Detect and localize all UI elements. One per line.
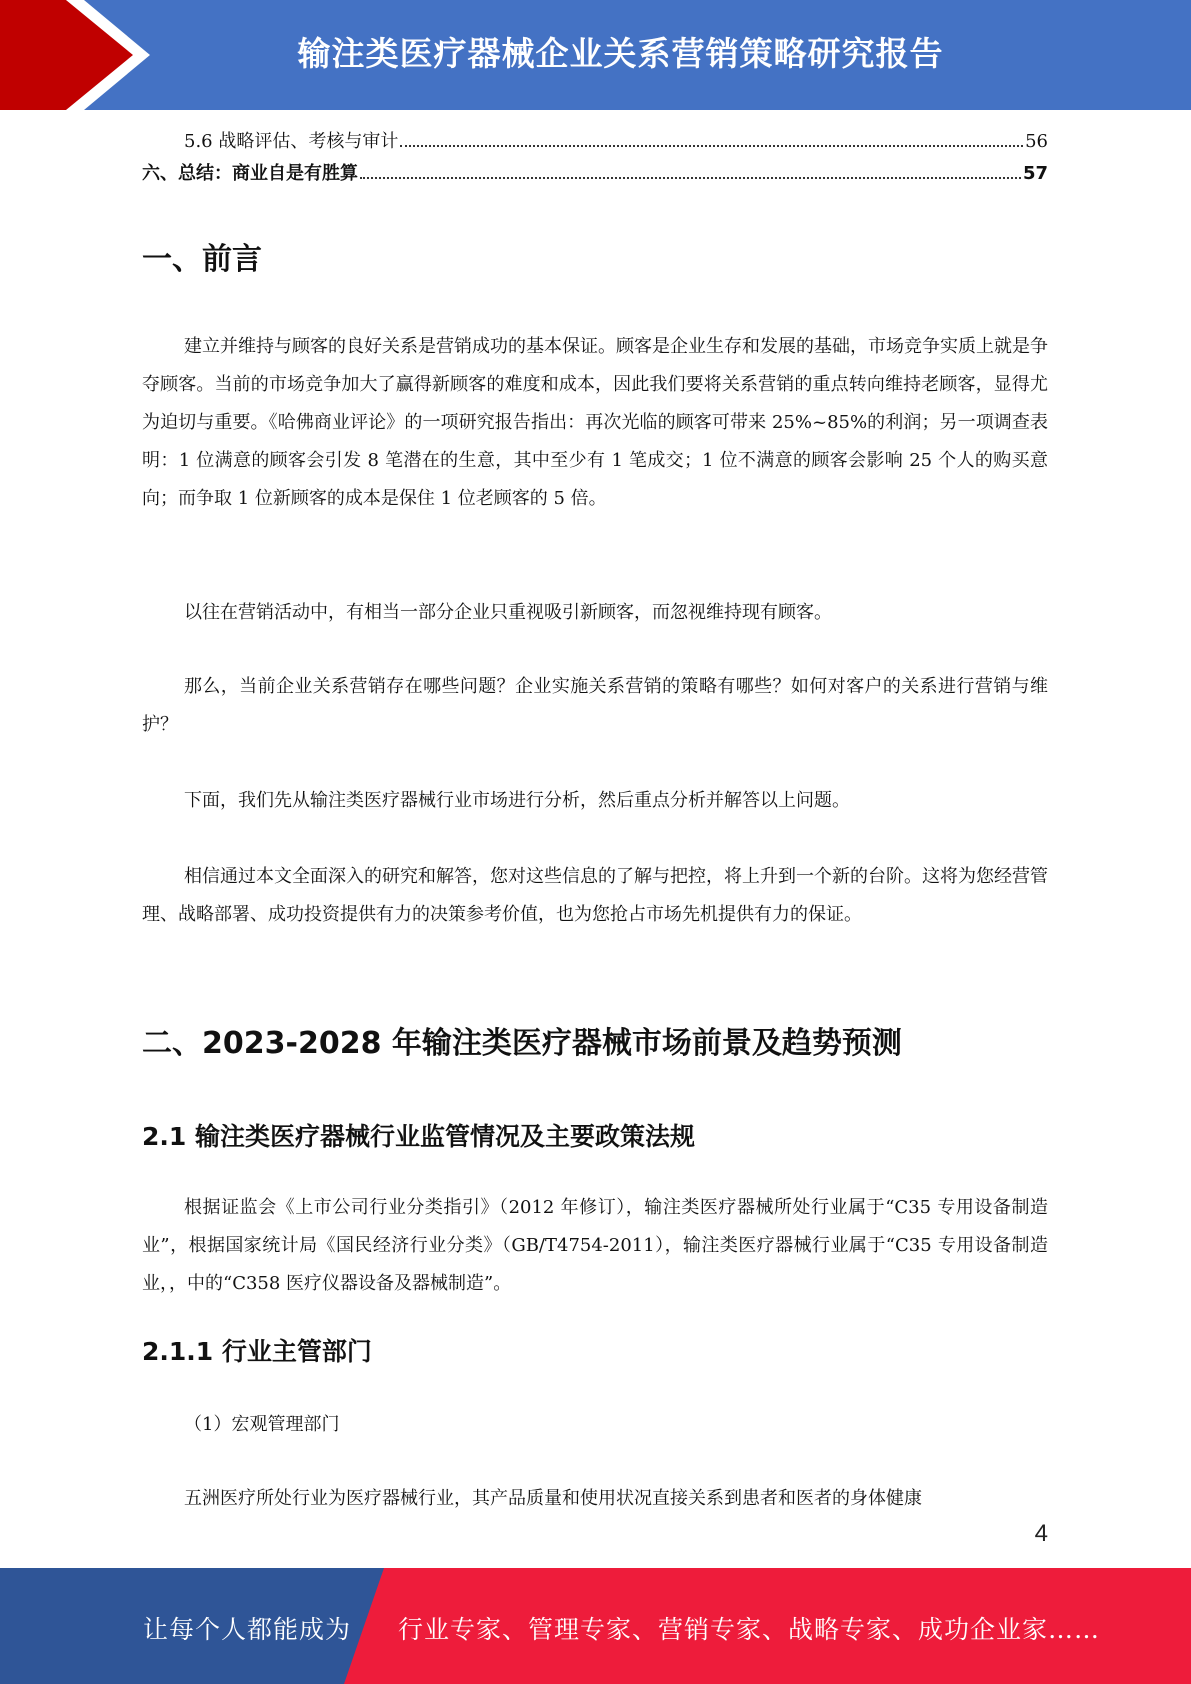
footer-banner (0, 1568, 1191, 1684)
page-number: 4 (1034, 1520, 1048, 1547)
toc-leader (400, 145, 1023, 147)
paragraph: 以往在营销活动中，有相当一部分企业只重视吸引新顾客，而忽视维持现有顾客。 (184, 602, 832, 623)
toc-entry-page: 57 (1022, 163, 1048, 184)
header-banner (0, 0, 1191, 110)
paragraph: 根据证监会《上市公司行业分类指引》（2012 年修订），输注类医疗器械所处行业属于“C35 专用设备制造业”，根据国家统计局《国民经济行业分类》（GB/T4754-2011），输注类医疗器械行业属于“C35 专用设备制造业，，中的“C358 医疗仪器设备及器械制造”。 (142, 1197, 1048, 1294)
paragraph: 相信通过本文全面深入的研究和解答，您对这些信息的了解与把控，将上升到一个新的台阶。这将为您经营管理、战略部署、成功投资提供有力的决策参考价值，也为您抢占市场先机提供有力的保证。 (142, 866, 1048, 925)
paragraph: 建立并维持与顾客的良好关系是营销成功的基本保证。顾客是企业生存和发展的基础，市场竞争实质上就是争夺顾客。当前的市场竞争加大了赢得新顾客的难度和成本，因此我们要将关系营销的重点转向维持老顾客，显得尤为迫切与重要。《哈佛商业评论》的一项研究报告指出：再次光临的顾客可带来 25%~85%的利润；另一项调查表明：1 位满意的顾客会引发 8 笔潜在的生意，其中至少有 1 笔成交；1 位不满意的顾客会影响 25 个人的购买意向；而争取 1 位新顾客的成本是保住 1 位老顾客的 5 倍。 (142, 336, 1048, 509)
toc-entry-label: 5.6 战略评估、考核与审计 (184, 131, 399, 152)
toc-leader (360, 177, 1021, 179)
paragraph: 下面，我们先从输注类医疗器械行业市场进行分析，然后重点分析并解答以上问题。 (184, 790, 850, 811)
toc-entry[interactable] (142, 127, 1048, 159)
list-item: （1）宏观管理部门 (184, 1414, 340, 1435)
footer-slogan-right: 行业专家、管理专家、营销专家、战略专家、成功企业家…… (398, 1615, 1101, 1644)
subsection-heading: 2.1.1 行业主管部门 (142, 1337, 372, 1366)
section-heading: 一、前言 (142, 242, 262, 277)
toc-entry-page: 56 (1025, 131, 1048, 152)
paragraph: 五洲医疗所处行业为医疗器械行业，其产品质量和使用状况直接关系到患者和医者的身体健康 (184, 1488, 922, 1509)
subsection-heading: 2.1 输注类医疗器械行业监管情况及主要政策法规 (142, 1122, 695, 1151)
paragraph: 那么，当前企业关系营销存在哪些问题？企业实施关系营销的策略有哪些？如何对客户的关系进行营销与维护？ (142, 676, 1048, 735)
report-title: 输注类医疗器械企业关系营销策略研究报告 (297, 34, 944, 73)
toc-entry[interactable] (142, 159, 1048, 191)
toc-entry-label: 六、总结：商业自是有胜算 (142, 163, 358, 184)
footer-slogan-left: 让每个人都能成为 (143, 1615, 352, 1644)
section-heading: 二、2023-2028 年输注类医疗器械市场前景及趋势预测 (142, 1026, 902, 1061)
table-of-contents (142, 127, 1048, 191)
